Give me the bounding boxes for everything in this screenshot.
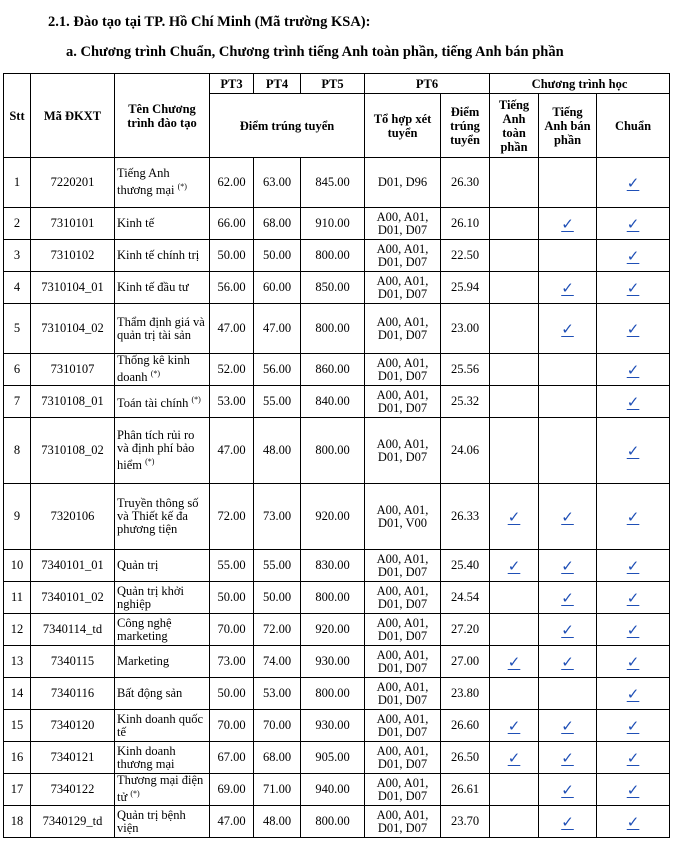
program-name-text: Truyền thông số và Thiết kế đa phương tiện — [117, 496, 199, 536]
program-name-text: Kinh tế chính trị — [117, 248, 200, 262]
check-icon: ✓ — [561, 278, 574, 297]
row-pt6-score: 25.40 — [441, 550, 490, 582]
row-std-program — [597, 582, 670, 614]
row-stt: 13 — [4, 646, 31, 678]
row-pt4-score: 50.00 — [254, 240, 301, 272]
row-std-program — [597, 710, 670, 742]
program-name-text: Kinh doanh thương mại — [117, 743, 176, 771]
check-icon: ✓ — [561, 214, 574, 233]
table-row — [4, 774, 670, 806]
row-pt6-score: 25.32 — [441, 386, 490, 418]
row-full-program — [490, 158, 539, 208]
program-name-text: Marketing — [117, 654, 170, 668]
program-note: (*) — [130, 789, 140, 799]
row-combination: A00, A01, D01, D07 — [365, 614, 441, 646]
row-code: 7310102 — [31, 240, 115, 272]
row-combination: A00, A01, D01, D07 — [365, 550, 441, 582]
row-std-program — [597, 208, 670, 240]
row-full-program — [490, 550, 539, 582]
program-name-text: Thương mại điện tử — [117, 773, 204, 805]
row-program-name — [115, 208, 210, 240]
header-half-english: Tiếng Anh bán phần — [539, 94, 597, 158]
check-icon: ✓ — [626, 441, 640, 460]
header-full-english: Tiếng Anh toàn phần — [490, 94, 539, 158]
row-stt: 11 — [4, 582, 31, 614]
row-pt3-score: 72.00 — [210, 484, 254, 550]
row-pt3-score: 50.00 — [210, 240, 254, 272]
row-combination: D01, D96 — [365, 158, 441, 208]
row-combination: A00, A01, D01, D07 — [365, 646, 441, 678]
row-half-program — [539, 742, 597, 774]
row-pt5-score: 800.00 — [301, 678, 365, 710]
program-name-text: Kinh tế đầu tư — [117, 280, 189, 294]
row-combination: A00, A01, D01, D07 — [365, 272, 441, 304]
row-pt4-score: 50.00 — [254, 582, 301, 614]
row-full-program — [490, 418, 539, 484]
row-code: 7310108_01 — [31, 386, 115, 418]
row-stt: 17 — [4, 774, 31, 806]
row-pt5-score: 850.00 — [301, 272, 365, 304]
check-icon: ✓ — [626, 620, 640, 639]
row-combination: A00, A01, D01, D07 — [365, 742, 441, 774]
row-pt4-score: 74.00 — [254, 646, 301, 678]
row-pt6-score: 23.70 — [441, 806, 490, 838]
row-pt4-score: 63.00 — [254, 158, 301, 208]
row-stt: 18 — [4, 806, 31, 838]
row-full-program — [490, 678, 539, 710]
table-row — [4, 386, 670, 418]
program-note: (*) — [145, 456, 155, 466]
row-half-program — [539, 646, 597, 678]
row-combination: A00, A01, D01, D07 — [365, 582, 441, 614]
row-pt3-score: 52.00 — [210, 354, 254, 386]
check-icon: ✓ — [626, 652, 640, 671]
row-pt4-score: 53.00 — [254, 678, 301, 710]
row-std-program — [597, 678, 670, 710]
row-pt5-score: 920.00 — [301, 484, 365, 550]
row-std-program — [597, 386, 670, 418]
check-icon: ✓ — [507, 507, 521, 526]
check-icon: ✓ — [561, 507, 574, 526]
row-pt4-score: 72.00 — [254, 614, 301, 646]
check-icon: ✓ — [626, 780, 640, 799]
row-code: 7310104_02 — [31, 304, 115, 354]
row-pt6-score: 26.10 — [441, 208, 490, 240]
row-half-program — [539, 582, 597, 614]
row-program-name — [115, 550, 210, 582]
check-icon: ✓ — [626, 214, 640, 233]
row-pt3-score: 67.00 — [210, 742, 254, 774]
header-program-type: Chương trình học — [490, 74, 670, 94]
row-pt4-score: 60.00 — [254, 272, 301, 304]
row-pt3-score: 50.00 — [210, 678, 254, 710]
table-row — [4, 806, 670, 838]
check-icon: ✓ — [626, 392, 640, 411]
table-row — [4, 354, 670, 386]
program-name-text: Kinh tế — [117, 216, 155, 230]
row-pt5-score: 920.00 — [301, 614, 365, 646]
row-stt: 14 — [4, 678, 31, 710]
row-program-name — [115, 582, 210, 614]
row-half-program — [539, 158, 597, 208]
row-stt: 1 — [4, 158, 31, 208]
row-pt3-score: 47.00 — [210, 418, 254, 484]
row-pt4-score: 48.00 — [254, 806, 301, 838]
row-pt3-score: 55.00 — [210, 550, 254, 582]
row-full-program — [490, 774, 539, 806]
row-pt5-score: 800.00 — [301, 304, 365, 354]
row-program-name — [115, 742, 210, 774]
row-std-program — [597, 272, 670, 304]
row-pt5-score: 840.00 — [301, 386, 365, 418]
check-icon: ✓ — [561, 319, 574, 338]
row-code: 7340129_td — [31, 806, 115, 838]
table-row — [4, 418, 670, 484]
header-standard: Chuẩn — [597, 94, 670, 158]
check-icon: ✓ — [626, 173, 640, 192]
row-half-program — [539, 678, 597, 710]
row-pt4-score: 47.00 — [254, 304, 301, 354]
program-name-text: Phân tích rủi ro và định phí bảo hiểm — [117, 427, 195, 473]
row-pt6-score: 24.06 — [441, 418, 490, 484]
row-std-program — [597, 646, 670, 678]
row-program-name — [115, 806, 210, 838]
row-pt6-score: 26.30 — [441, 158, 490, 208]
row-pt5-score: 910.00 — [301, 208, 365, 240]
row-code: 7310107 — [31, 354, 115, 386]
table-row — [4, 646, 670, 678]
row-pt6-score: 26.33 — [441, 484, 490, 550]
row-pt5-score: 905.00 — [301, 742, 365, 774]
row-half-program — [539, 386, 597, 418]
row-program-name — [115, 484, 210, 550]
row-pt3-score: 62.00 — [210, 158, 254, 208]
row-pt3-score: 66.00 — [210, 208, 254, 240]
row-program-name — [115, 418, 210, 484]
row-pt6-score: 25.94 — [441, 272, 490, 304]
table-row — [4, 614, 670, 646]
row-half-program — [539, 240, 597, 272]
row-pt6-score: 22.50 — [441, 240, 490, 272]
program-name-text: Thống kê kinh doanh — [117, 353, 190, 385]
program-name-text: Toán tài chính — [117, 396, 189, 411]
table-row — [4, 710, 670, 742]
row-half-program — [539, 806, 597, 838]
row-half-program — [539, 774, 597, 806]
row-std-program — [597, 158, 670, 208]
check-icon: ✓ — [626, 748, 640, 767]
header-pt3: PT3 — [210, 74, 254, 94]
row-combination: A00, A01, D01, D07 — [365, 354, 441, 386]
row-combination: A00, A01, D01, D07 — [365, 386, 441, 418]
header-combination: Tổ hợp xét tuyển — [365, 94, 441, 158]
row-pt5-score: 860.00 — [301, 354, 365, 386]
row-pt5-score: 930.00 — [301, 710, 365, 742]
row-code: 7310104_01 — [31, 272, 115, 304]
table-row — [4, 304, 670, 354]
table-row — [4, 582, 670, 614]
section-heading: 2.1. Đào tạo tại TP. Hồ Chí Minh (Mã trường KSA): — [48, 14, 371, 30]
header-stt: Stt — [4, 74, 31, 158]
row-program-name — [115, 646, 210, 678]
row-std-program — [597, 806, 670, 838]
table-row — [4, 742, 670, 774]
row-half-program — [539, 354, 597, 386]
row-full-program — [490, 304, 539, 354]
row-std-program — [597, 774, 670, 806]
row-std-program — [597, 742, 670, 774]
check-icon: ✓ — [626, 319, 640, 338]
row-half-program — [539, 208, 597, 240]
row-pt4-score: 56.00 — [254, 354, 301, 386]
row-stt: 10 — [4, 550, 31, 582]
header-program-name: Tên Chương trình đào tạo — [115, 74, 210, 158]
row-pt3-score: 70.00 — [210, 710, 254, 742]
row-std-program — [597, 484, 670, 550]
row-stt: 3 — [4, 240, 31, 272]
row-pt5-score: 930.00 — [301, 646, 365, 678]
row-code: 7320106 — [31, 484, 115, 550]
row-pt3-score: 70.00 — [210, 614, 254, 646]
row-pt4-score: 55.00 — [254, 386, 301, 418]
row-code: 7310101 — [31, 208, 115, 240]
row-pt5-score: 830.00 — [301, 550, 365, 582]
row-pt6-score: 26.50 — [441, 742, 490, 774]
row-pt4-score: 48.00 — [254, 418, 301, 484]
header-pt5: PT5 — [301, 74, 365, 94]
row-combination: A00, A01, D01, D07 — [365, 678, 441, 710]
row-full-program — [490, 614, 539, 646]
row-code: 7220201 — [31, 158, 115, 208]
program-note: (*) — [177, 182, 187, 192]
table-row — [4, 158, 670, 208]
row-stt: 8 — [4, 418, 31, 484]
row-pt3-score: 69.00 — [210, 774, 254, 806]
row-combination: A00, A01, D01, D07 — [365, 806, 441, 838]
program-name-text: Kinh doanh quốc tế — [117, 711, 204, 739]
check-icon: ✓ — [561, 556, 574, 575]
row-pt5-score: 845.00 — [301, 158, 365, 208]
row-program-name — [115, 240, 210, 272]
row-full-program — [490, 646, 539, 678]
row-stt: 9 — [4, 484, 31, 550]
row-pt4-score: 71.00 — [254, 774, 301, 806]
row-pt4-score: 68.00 — [254, 208, 301, 240]
check-icon: ✓ — [561, 652, 574, 671]
row-pt4-score: 73.00 — [254, 484, 301, 550]
row-stt: 4 — [4, 272, 31, 304]
row-pt3-score: 73.00 — [210, 646, 254, 678]
header-code: Mã ĐKXT — [31, 74, 115, 158]
row-pt4-score: 68.00 — [254, 742, 301, 774]
row-pt3-score: 47.00 — [210, 806, 254, 838]
row-pt4-score: 70.00 — [254, 710, 301, 742]
row-combination: A00, A01, D01, D07 — [365, 240, 441, 272]
header-pt4: PT4 — [254, 74, 301, 94]
row-program-name — [115, 710, 210, 742]
row-pt6-score: 25.56 — [441, 354, 490, 386]
check-icon: ✓ — [561, 716, 574, 735]
row-combination: A00, A01, D01, D07 — [365, 418, 441, 484]
row-half-program — [539, 418, 597, 484]
row-std-program — [597, 354, 670, 386]
table-row — [4, 208, 670, 240]
row-pt3-score: 47.00 — [210, 304, 254, 354]
row-pt4-score: 55.00 — [254, 550, 301, 582]
row-stt: 16 — [4, 742, 31, 774]
check-icon: ✓ — [561, 588, 574, 607]
check-icon: ✓ — [626, 684, 640, 703]
row-code: 7340121 — [31, 742, 115, 774]
row-stt: 2 — [4, 208, 31, 240]
check-icon: ✓ — [626, 588, 640, 607]
check-icon: ✓ — [561, 812, 574, 831]
row-program-name — [115, 678, 210, 710]
row-pt6-score: 27.20 — [441, 614, 490, 646]
program-name-text: Thẩm định giá và quản trị tài sản — [117, 314, 205, 342]
row-pt6-score: 23.00 — [441, 304, 490, 354]
row-std-program — [597, 418, 670, 484]
row-pt5-score: 800.00 — [301, 582, 365, 614]
row-pt5-score: 800.00 — [301, 418, 365, 484]
check-icon: ✓ — [626, 246, 640, 265]
row-stt: 15 — [4, 710, 31, 742]
row-pt6-score: 24.54 — [441, 582, 490, 614]
check-icon: ✓ — [507, 748, 521, 767]
header-score-pt6: Điểm trúng tuyển — [441, 94, 490, 158]
row-full-program — [490, 354, 539, 386]
check-icon: ✓ — [626, 716, 640, 735]
row-std-program — [597, 304, 670, 354]
row-full-program — [490, 386, 539, 418]
row-half-program — [539, 272, 597, 304]
program-name-text: Tiếng Anh thương mại — [117, 166, 175, 198]
check-icon: ✓ — [507, 652, 521, 671]
check-icon: ✓ — [561, 620, 574, 639]
row-pt5-score: 940.00 — [301, 774, 365, 806]
table-row — [4, 484, 670, 550]
row-half-program — [539, 550, 597, 582]
table-row — [4, 272, 670, 304]
row-combination: A00, A01, D01, D07 — [365, 304, 441, 354]
check-icon: ✓ — [507, 556, 521, 575]
row-code: 7340101_01 — [31, 550, 115, 582]
row-pt6-score: 27.00 — [441, 646, 490, 678]
row-pt5-score: 800.00 — [301, 240, 365, 272]
check-icon: ✓ — [626, 360, 640, 379]
row-program-name — [115, 614, 210, 646]
program-name-text: Quản trị bệnh viện — [117, 807, 186, 835]
row-full-program — [490, 272, 539, 304]
program-name-text: Bất động sản — [117, 686, 183, 700]
table-row — [4, 240, 670, 272]
check-icon: ✓ — [626, 278, 640, 297]
check-icon: ✓ — [626, 556, 640, 575]
row-pt5-score: 800.00 — [301, 806, 365, 838]
admission-table — [3, 73, 670, 838]
row-combination: A00, A01, D01, V00 — [365, 484, 441, 550]
row-full-program — [490, 710, 539, 742]
program-name-text: Quản trị — [117, 558, 159, 572]
row-program-name — [115, 774, 210, 806]
row-std-program — [597, 550, 670, 582]
check-icon: ✓ — [561, 748, 574, 767]
row-pt6-score: 23.80 — [441, 678, 490, 710]
header-pt6: PT6 — [365, 74, 490, 94]
row-half-program — [539, 484, 597, 550]
row-combination: A00, A01, D01, D07 — [365, 208, 441, 240]
row-combination: A00, A01, D01, D07 — [365, 774, 441, 806]
row-pt6-score: 26.61 — [441, 774, 490, 806]
row-program-name — [115, 272, 210, 304]
row-code: 7310108_02 — [31, 418, 115, 484]
row-program-name — [115, 386, 210, 418]
row-half-program — [539, 304, 597, 354]
row-stt: 5 — [4, 304, 31, 354]
row-code: 7340120 — [31, 710, 115, 742]
program-note: (*) — [150, 369, 161, 379]
header-score: Điểm trúng tuyển — [210, 94, 365, 158]
section-subheading: a. Chương trình Chuẩn, Chương trình tiếng Anh toàn phần, tiếng Anh bán phần — [66, 44, 564, 60]
row-pt3-score: 56.00 — [210, 272, 254, 304]
row-pt6-score: 26.60 — [441, 710, 490, 742]
row-stt: 12 — [4, 614, 31, 646]
table-row — [4, 678, 670, 710]
program-name-text: Quản trị khởi nghiệp — [117, 583, 185, 611]
row-full-program — [490, 208, 539, 240]
row-stt: 6 — [4, 354, 31, 386]
row-half-program — [539, 710, 597, 742]
row-code: 7340122 — [31, 774, 115, 806]
check-icon: ✓ — [561, 780, 574, 799]
row-std-program — [597, 240, 670, 272]
row-program-name — [115, 354, 210, 386]
row-full-program — [490, 240, 539, 272]
program-name-text: Công nghệ marketing — [117, 615, 172, 643]
row-program-name — [115, 304, 210, 354]
table-row — [4, 550, 670, 582]
check-icon: ✓ — [626, 507, 640, 526]
check-icon: ✓ — [626, 812, 640, 831]
row-full-program — [490, 742, 539, 774]
row-code: 7340114_td — [31, 614, 115, 646]
check-icon: ✓ — [507, 716, 521, 735]
row-pt3-score: 53.00 — [210, 386, 254, 418]
row-full-program — [490, 806, 539, 838]
row-std-program — [597, 614, 670, 646]
row-full-program — [490, 484, 539, 550]
row-full-program — [490, 582, 539, 614]
program-note: (*) — [191, 394, 201, 404]
row-half-program — [539, 614, 597, 646]
row-pt3-score: 50.00 — [210, 582, 254, 614]
row-stt: 7 — [4, 386, 31, 418]
row-code: 7340115 — [31, 646, 115, 678]
row-code: 7340116 — [31, 678, 115, 710]
row-code: 7340101_02 — [31, 582, 115, 614]
row-combination: A00, A01, D01, D07 — [365, 710, 441, 742]
row-program-name — [115, 158, 210, 208]
